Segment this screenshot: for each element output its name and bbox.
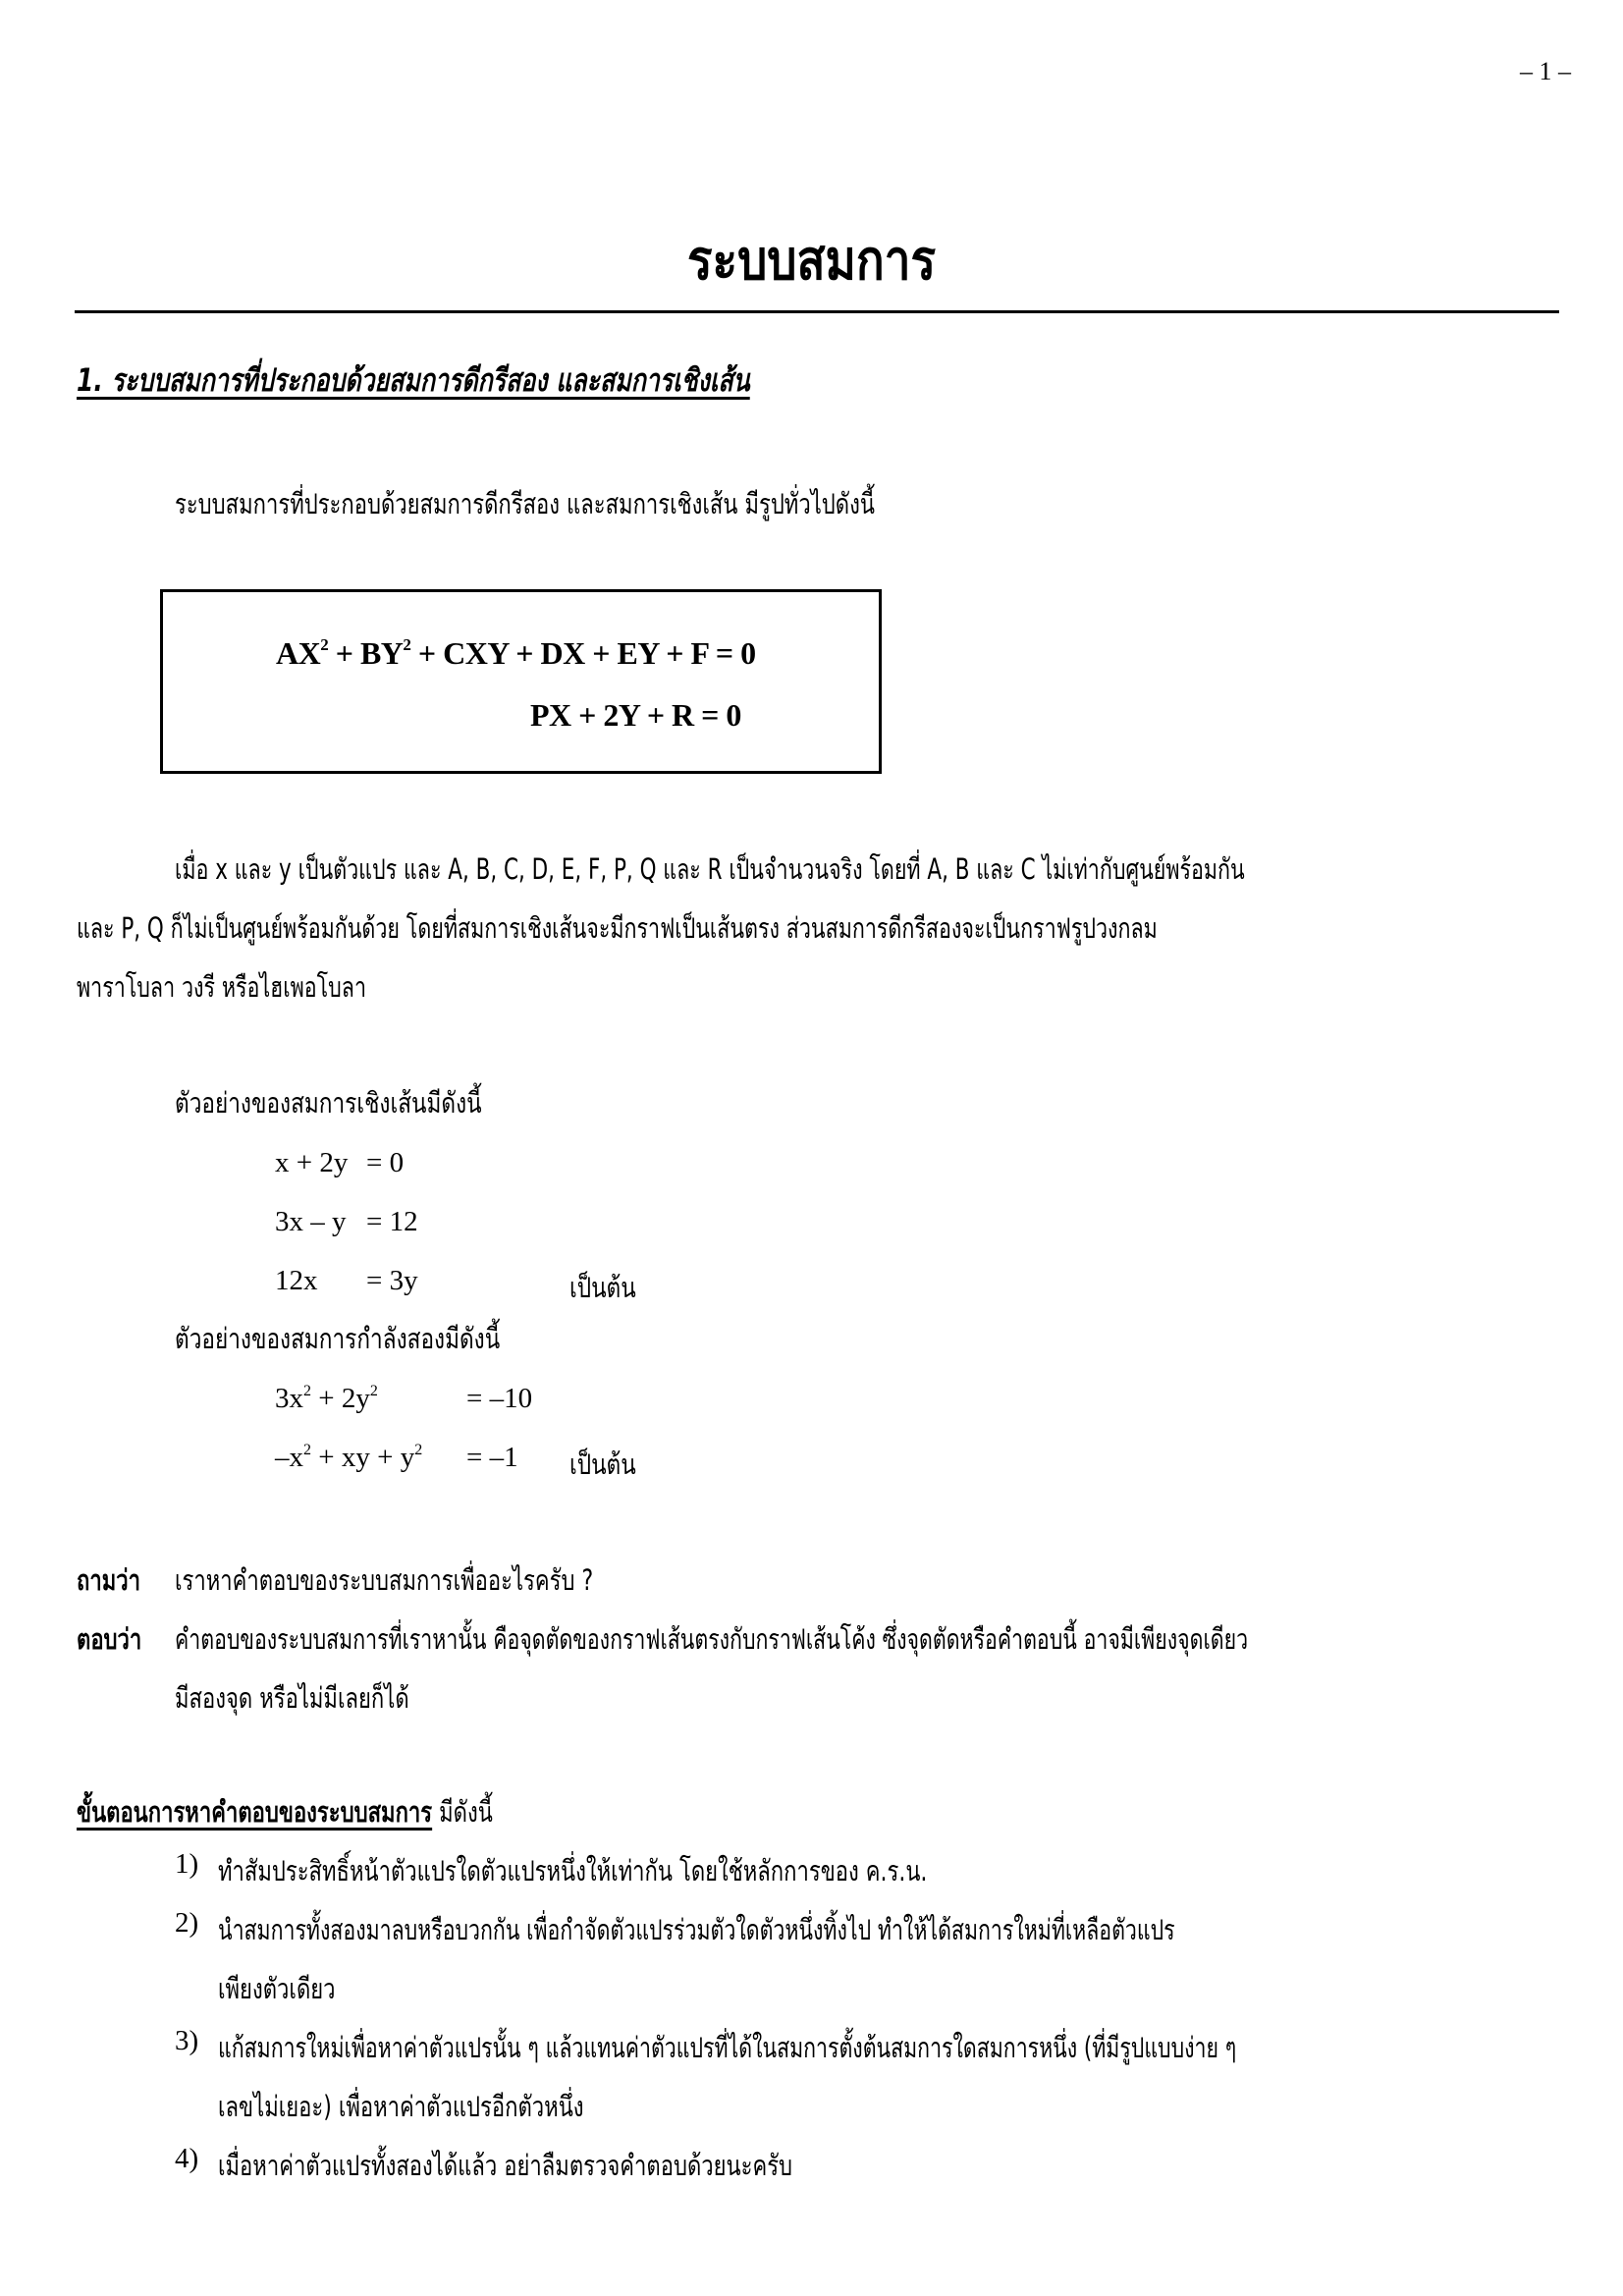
exponent: 2 — [414, 1442, 423, 1458]
term: + xy + y — [311, 1442, 415, 1473]
example-rhs: = –1 — [466, 1442, 518, 1473]
example-lhs: 3x – y — [275, 1206, 347, 1237]
steps-heading-title: ขั้นตอนการหาคำตอบของระบบสมการ — [77, 1795, 433, 1829]
answer-text-line-2: มีสองจุด หรือไม่มีเลยก็ได้ — [175, 1681, 409, 1715]
example-rhs: = 3y — [366, 1265, 418, 1296]
step-text: ทำสัมประสิทธิ์หน้าตัวแปรใดตัวแปรหนึ่งให้เท่ากัน โดยใช้หลักการของ ค.ร.น. — [218, 1854, 928, 1887]
linear-examples-heading: ตัวอย่างของสมการเชิงเส้นมีดังนี้ — [175, 1086, 482, 1120]
example-lhs: 12x — [275, 1265, 318, 1296]
title-divider — [75, 310, 1559, 313]
step-number: 3) — [175, 2025, 199, 2056]
term: + 2y — [311, 1383, 370, 1414]
exponent: 2 — [303, 1383, 311, 1399]
question-text: เราหาคำตอบของระบบสมการเพื่ออะไรครับ ? — [175, 1563, 594, 1597]
step-text-continued: เพียงตัวเดียว — [218, 1972, 336, 2005]
example-suffix: เป็นต้น — [569, 1448, 636, 1481]
example-lhs — [275, 1442, 422, 1474]
steps-heading-suffix: มีดังนี้ — [432, 1795, 493, 1829]
example-rhs: = –10 — [466, 1383, 533, 1414]
description-line-1: เมื่อ x และ y เป็นตัวแปร และ A, B, C, D, E, F, P, Q และ R เป็นจำนวนจริง โดยที่ A, B และ C ไม่เท่ากับศูนย์พร้อมกัน — [175, 852, 1245, 886]
section-heading: 1. ระบบสมการที่ประกอบด้วยสมการดีกรีสอง และสมการเชิงเส้น — [77, 361, 750, 399]
example-rhs: = 0 — [366, 1147, 405, 1178]
exponent: 2 — [303, 1442, 311, 1458]
step-text: แก้สมการใหม่เพื่อหาค่าตัวแปรนั้น ๆ แล้วแทนค่าตัวแปรที่ได้ในสมการตั้งต้นสมการใดสมการหนึ่ง (ที่มีรูปแบบง่าย ๆ — [218, 2031, 1237, 2064]
description-line-2: และ P, Q ก็ไม่เป็นศูนย์พร้อมกันด้วย โดยที่สมการเชิงเส้นจะมีกราฟเป็นเส้นตรง ส่วนสมการดีกรีสองจะเป็นกราฟรูปวงกลม — [77, 911, 1158, 945]
answer-text-line-1: คำตอบของระบบสมการที่เราหานั้น คือจุดตัดของกราฟเส้นตรงกับกราฟเส้นโค้ง ซึ่งจุดตัดหรือคำตอบนี้ อาจมีเพียงจุดเดียว — [175, 1622, 1249, 1656]
exponent: 2 — [320, 635, 329, 654]
steps-heading — [77, 1789, 493, 1834]
quadratic-examples-heading: ตัวอย่างของสมการกำลังสองมีดังนี้ — [175, 1322, 501, 1355]
example-suffix: เป็นต้น — [569, 1271, 636, 1304]
exponent: 2 — [403, 635, 411, 654]
step-text: เมื่อหาค่าตัวแปรทั้งสองได้แล้ว อย่าลืมตรวจคำตอบด้วยนะครับ — [218, 2149, 793, 2182]
step-number: 4) — [175, 2143, 199, 2174]
step-number: 1) — [175, 1848, 199, 1880]
exponent: 2 — [369, 1383, 378, 1399]
page-title: ระบบสมการ — [686, 229, 937, 293]
linear-general-equation: PX + 2Y + R = 0 — [530, 697, 741, 733]
term: 3x — [275, 1383, 303, 1414]
description-line-3: พาราโบลา วงรี หรือไฮเพอโบลา — [77, 970, 366, 1004]
term: –x — [275, 1442, 303, 1473]
step-text: นำสมการทั้งสองมาลบหรือบวกกัน เพื่อกำจัดตัวแปรร่วมตัวใดตัวหนึ่งทิ้งไป ทำให้ได้สมการใหม่ที่เหลือตัวแปร — [218, 1913, 1175, 1946]
eq-term-by: + BY — [328, 635, 404, 671]
question-label: ถามว่า — [77, 1563, 141, 1597]
general-form-box — [160, 589, 882, 774]
example-rhs: = 12 — [366, 1206, 418, 1237]
answer-label: ตอบว่า — [77, 1622, 142, 1656]
example-lhs — [275, 1383, 378, 1415]
step-text-continued: เลขไม่เยอะ) เพื่อหาค่าตัวแปรอีกตัวหนึ่ง — [218, 2090, 584, 2123]
eq-term-ax: AX — [276, 635, 321, 671]
intro-text: ระบบสมการที่ประกอบด้วยสมการดีกรีสอง และสมการเชิงเส้น มีรูปทั่วไปดังนี้ — [175, 487, 875, 520]
page-number: – 1 – — [1520, 57, 1571, 85]
example-lhs: x + 2y — [275, 1147, 349, 1178]
eq-term-rest: + CXY + DX + EY + F = 0 — [410, 635, 756, 671]
quadratic-general-equation — [276, 635, 756, 672]
step-number: 2) — [175, 1907, 199, 1939]
